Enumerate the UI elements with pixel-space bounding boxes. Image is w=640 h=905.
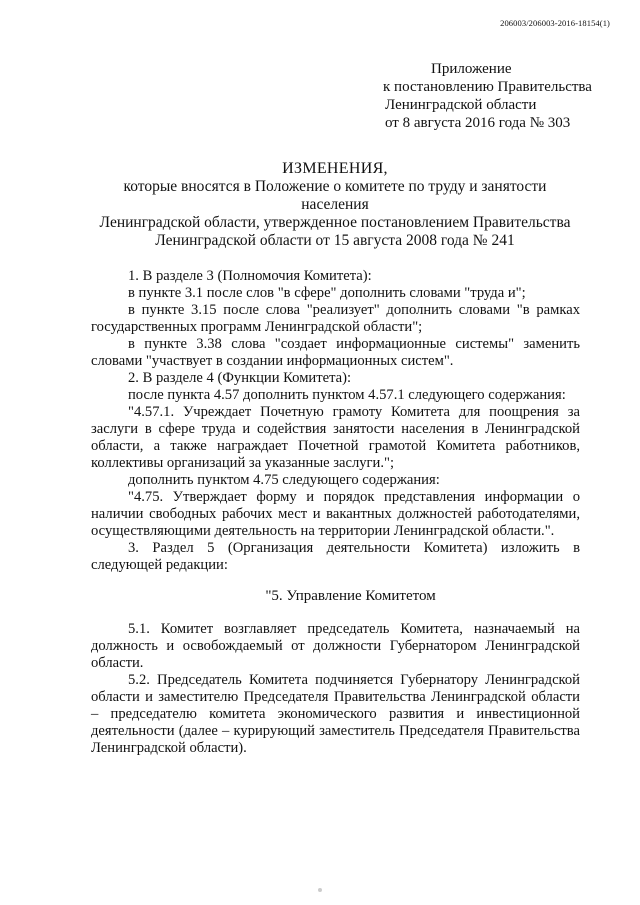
- paragraph-4: в пункте 3.38 слова "создает информационные системы" заменить словами "участвует в создании информационных систем".: [91, 336, 580, 369]
- paragraph-12: 5.2. Председатель Комитета подчиняется Губернатору Ленинградской области и заместителю Председателя Правительства Ленинградской области – председателю комитета экономического развития и инвестиционной деятельности (далее – курирующий заместитель Председателя Правительства Ленинградской области).: [91, 672, 580, 756]
- paragraph-8: дополнить пунктом 4.75 следующего содержания:: [128, 472, 440, 488]
- paragraph-2: в пункте 3.1 после слов "в сфере" дополнить словами "труда и";: [128, 285, 526, 301]
- document-title: [90, 160, 580, 250]
- paragraph-11: 5.1. Комитет возглавляет председатель Комитета, назначаемый на должность и освобождаемый от должности Губернатором Ленинградской области.: [91, 621, 580, 671]
- title-heading: ИЗМЕНЕНИЯ,: [282, 160, 388, 177]
- title-line-3: Ленинградской области от 15 августа 2008 года № 241: [155, 232, 515, 249]
- annex-line-4: от 8 августа 2016 года № 303: [385, 115, 571, 131]
- title-line-1: которые вносятся в Положение о комитете по труду и занятости населения: [123, 178, 547, 213]
- annex-line-3: Ленинградской области: [385, 97, 537, 113]
- document-number: 206003/206003-2016-18154(1): [500, 18, 610, 28]
- paragraph-10: 3. Раздел 5 (Организация деятельности Комитета) изложить в следующей редакции:: [91, 540, 580, 573]
- paragraph-7: "4.57.1. Учреждает Почетную грамоту Комитета для поощрения за заслуги в сфере труда и содействия занятости населения в Ленинградской области, а также награждает Почетной грамотой Комитета работников, коллективы организаций за указанные заслуги.";: [91, 404, 580, 471]
- annex-line-2: к постановлению Правительства: [383, 79, 592, 95]
- paragraph-1: 1. В разделе 3 (Полномочия Комитета):: [128, 268, 372, 284]
- annex-block: [383, 60, 592, 132]
- section-heading-text: "5. Управление Комитетом: [265, 588, 436, 604]
- scan-dot: [318, 888, 322, 892]
- document-body: [91, 268, 580, 757]
- paragraph-3: в пункте 3.15 после слова "реализует" дополнить словами "в рамках государственных программ Ленинградской области";: [91, 302, 580, 335]
- annex-line-1: Приложение: [431, 61, 512, 77]
- paragraph-9: "4.75. Утверждает форму и порядок представления информации о наличии свободных рабочих мест и вакантных должностей работодателями, осуществляющими деятельность на территории Ленинградской области.".: [91, 489, 580, 539]
- paragraph-5: 2. В разделе 4 (Функции Комитета):: [128, 370, 352, 386]
- title-line-2: Ленинградской области, утвержденное постановлением Правительства: [99, 214, 571, 231]
- section-heading: [91, 588, 580, 605]
- paragraph-6: после пункта 4.57 дополнить пунктом 4.57.1 следующего содержания:: [128, 387, 566, 403]
